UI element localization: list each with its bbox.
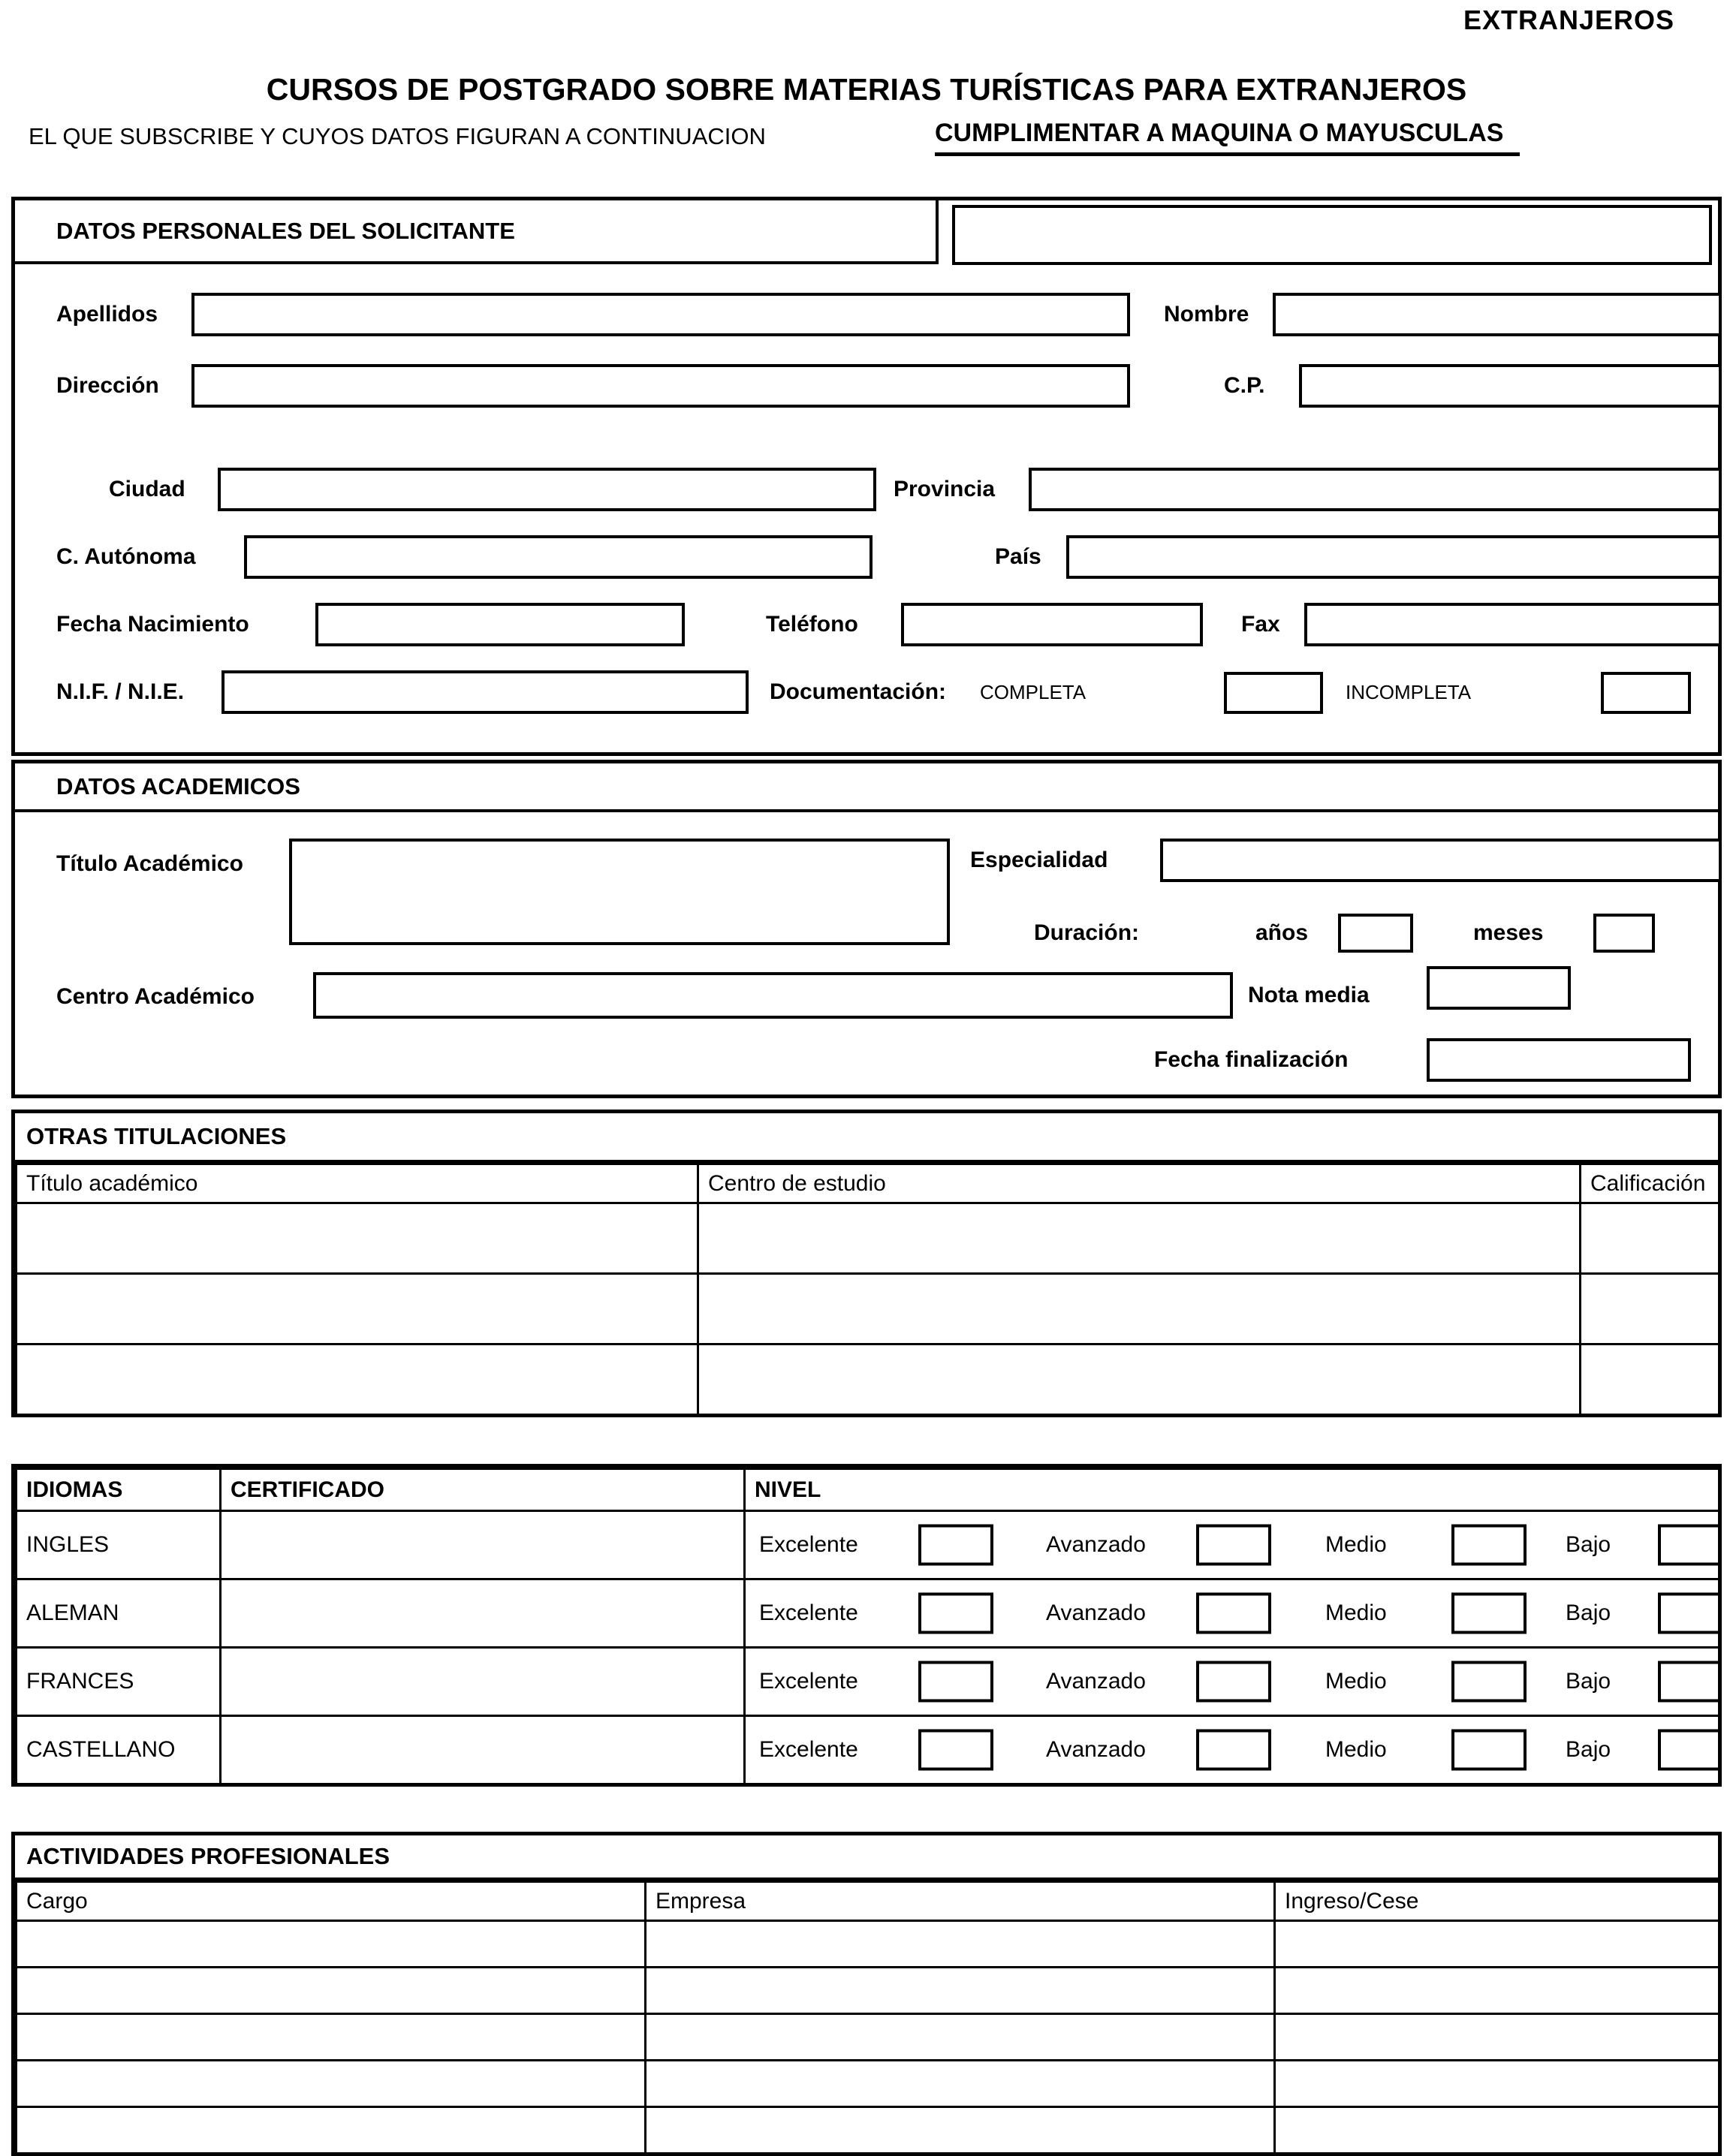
otras-header-centro: Centro de estudio (698, 1164, 1581, 1203)
otras-header-titulo: Título académico (17, 1164, 698, 1203)
label-especialidad: Especialidad (970, 848, 1108, 872)
level-label-bajo: Bajo (1566, 1669, 1611, 1694)
level-label-bajo: Bajo (1566, 1737, 1611, 1762)
section-title-actividades: ACTIVIDADES PROFESIONALES (15, 1835, 1718, 1880)
level-label-avanzado: Avanzado (1046, 1600, 1146, 1625)
language-label-castellano: CASTELLANO (17, 1716, 221, 1784)
label-centro-academico: Centro Académico (56, 984, 255, 1009)
otras-row2-calificacion-cell[interactable] (1581, 1274, 1719, 1344)
input-direccion[interactable] (191, 364, 1130, 408)
otras-row2-centro-cell[interactable] (698, 1274, 1581, 1344)
certificado-cell-aleman[interactable] (221, 1579, 745, 1648)
level-label-excelente: Excelente (759, 1669, 858, 1694)
label-incompleta: INCOMPLETA (1346, 681, 1472, 703)
level-label-medio: Medio (1325, 1669, 1387, 1694)
otras-row1-centro-cell[interactable] (698, 1203, 1581, 1274)
checkbox-aleman-bajo[interactable] (1658, 1593, 1719, 1634)
input-fecha-nacimiento[interactable] (315, 603, 685, 646)
nivel-cell-aleman (745, 1579, 1719, 1648)
actividades-header-ingreso: Ingreso/Cese (1275, 1882, 1719, 1921)
otras-row2-titulo-cell[interactable] (17, 1274, 698, 1344)
idiomas-header-nivel: NIVEL (745, 1469, 1719, 1511)
language-label-frances: FRANCES (17, 1648, 221, 1716)
actividades-row (17, 2061, 1719, 2107)
nivel-cell-ingles (745, 1511, 1719, 1579)
idiomas-row-ingles (17, 1511, 1719, 1579)
section-title-datos-personales: DATOS PERSONALES DEL SOLICITANTE (15, 200, 939, 264)
label-apellidos: Apellidos (56, 302, 158, 327)
checkbox-documentacion-completa[interactable] (1224, 672, 1323, 714)
label-completa: COMPLETA (980, 681, 1087, 703)
subtitle-right: CUMPLIMENTAR A MAQUINA O MAYUSCULAS (935, 119, 1520, 156)
input-duracion-anios[interactable] (1338, 914, 1413, 953)
otras-row3-titulo-cell[interactable] (17, 1344, 698, 1415)
actividades-row5-empresa-cell[interactable] (646, 2107, 1275, 2154)
otras-row3-calificacion-cell[interactable] (1581, 1344, 1719, 1415)
actividades-row4-ingreso-cell[interactable] (1275, 2061, 1719, 2107)
otras-row1-calificacion-cell[interactable] (1581, 1203, 1719, 1274)
input-fax[interactable] (1304, 603, 1722, 646)
checkbox-frances-bajo[interactable] (1658, 1661, 1719, 1703)
actividades-row2-ingreso-cell[interactable] (1275, 1968, 1719, 2014)
section-actividades-profesionales (11, 1832, 1722, 2156)
actividades-row3-cargo-cell[interactable] (17, 2014, 646, 2061)
actividades-row5-cargo-cell[interactable] (17, 2107, 646, 2154)
checkbox-frances-excelente[interactable] (918, 1661, 993, 1703)
otras-row (17, 1344, 1719, 1415)
language-label-ingles: INGLES (17, 1511, 221, 1579)
idiomas-header-certificado: CERTIFICADO (221, 1469, 745, 1511)
level-label-bajo: Bajo (1566, 1600, 1611, 1625)
input-titulo-academico[interactable] (289, 839, 950, 945)
input-cp[interactable] (1299, 364, 1722, 408)
label-nombre: Nombre (1164, 302, 1249, 327)
label-nota-media: Nota media (1248, 983, 1370, 1007)
section-datos-personales (11, 197, 1722, 756)
otras-row (17, 1274, 1719, 1344)
checkbox-aleman-medio[interactable] (1451, 1593, 1527, 1634)
checkbox-ingles-avanzado[interactable] (1196, 1525, 1271, 1566)
label-telefono: Teléfono (766, 612, 858, 637)
label-pais: País (995, 544, 1041, 569)
otras-row (17, 1203, 1719, 1274)
actividades-row (17, 1921, 1719, 1968)
input-nombre[interactable] (1273, 293, 1722, 336)
actividades-row5-ingreso-cell[interactable] (1275, 2107, 1719, 2154)
input-centro-academico[interactable] (313, 972, 1233, 1019)
label-ciudad: Ciudad (109, 477, 185, 501)
office-use-box[interactable] (952, 205, 1712, 265)
checkbox-aleman-excelente[interactable] (918, 1593, 993, 1634)
input-pais[interactable] (1066, 535, 1722, 579)
section-idiomas (11, 1464, 1722, 1787)
input-especialidad[interactable] (1160, 839, 1722, 882)
otras-row3-centro-cell[interactable] (698, 1344, 1581, 1415)
level-label-avanzado: Avanzado (1046, 1669, 1146, 1694)
actividades-row3-empresa-cell[interactable] (646, 2014, 1275, 2061)
level-label-bajo: Bajo (1566, 1532, 1611, 1557)
label-anios: años (1255, 920, 1309, 945)
label-c-autonoma: C. Autónoma (56, 544, 196, 569)
section-datos-academicos (11, 760, 1722, 1098)
label-nif-nie: N.I.F. / N.I.E. (56, 679, 185, 704)
idiomas-row-aleman (17, 1579, 1719, 1648)
actividades-row1-cargo-cell[interactable] (17, 1921, 646, 1968)
actividades-row1-empresa-cell[interactable] (646, 1921, 1275, 1968)
nivel-cell-frances (745, 1648, 1719, 1716)
label-direccion: Dirección (56, 373, 159, 398)
level-label-avanzado: Avanzado (1046, 1532, 1146, 1557)
otras-titulaciones-table (15, 1163, 1720, 1416)
level-label-medio: Medio (1325, 1532, 1387, 1557)
input-apellidos[interactable] (191, 293, 1130, 336)
actividades-row2-cargo-cell[interactable] (17, 1968, 646, 2014)
actividades-table (15, 1880, 1720, 2154)
checkbox-castellano-medio[interactable] (1451, 1730, 1527, 1771)
label-fecha-nacimiento: Fecha Nacimiento (56, 612, 249, 637)
actividades-row4-cargo-cell[interactable] (17, 2061, 646, 2107)
section-otras-titulaciones (11, 1110, 1722, 1417)
actividades-row (17, 2107, 1719, 2154)
input-provincia[interactable] (1029, 468, 1722, 511)
section-title-datos-academicos: DATOS ACADEMICOS (15, 763, 1718, 812)
form-title: CURSOS DE POSTGRADO SOBRE MATERIAS TURÍSTICAS PARA EXTRANJEROS (266, 72, 1467, 107)
idiomas-header-idiomas: IDIOMAS (17, 1469, 221, 1511)
label-meses: meses (1473, 920, 1544, 945)
checkbox-documentacion-incompleta[interactable] (1601, 672, 1691, 714)
label-fecha-finalizacion: Fecha finalización (1154, 1047, 1349, 1072)
corner-label: EXTRANJEROS (1463, 5, 1674, 35)
label-cp: C.P. (1224, 373, 1265, 398)
input-nota-media[interactable] (1427, 966, 1571, 1010)
input-fecha-finalizacion[interactable] (1427, 1038, 1691, 1082)
actividades-row2-empresa-cell[interactable] (646, 1968, 1275, 2014)
input-c-autonoma[interactable] (244, 535, 873, 579)
checkbox-aleman-avanzado[interactable] (1196, 1593, 1271, 1634)
checkbox-frances-medio[interactable] (1451, 1661, 1527, 1703)
checkbox-castellano-excelente[interactable] (918, 1730, 993, 1771)
subtitle-left: EL QUE SUBSCRIBE Y CUYOS DATOS FIGURAN A CONTINUACION (29, 123, 766, 149)
actividades-header-empresa: Empresa (646, 1882, 1275, 1921)
level-label-excelente: Excelente (759, 1737, 858, 1762)
nivel-cell-castellano (745, 1716, 1719, 1784)
certificado-cell-frances[interactable] (221, 1648, 745, 1716)
otras-row1-titulo-cell[interactable] (17, 1203, 698, 1274)
idiomas-row-castellano (17, 1716, 1719, 1784)
label-provincia: Provincia (894, 477, 996, 501)
otras-header-calificacion: Calificación (1581, 1164, 1719, 1203)
input-ciudad[interactable] (218, 468, 876, 511)
checkbox-castellano-bajo[interactable] (1658, 1730, 1719, 1771)
level-label-excelente: Excelente (759, 1600, 858, 1625)
label-fax: Fax (1241, 612, 1280, 637)
checkbox-castellano-avanzado[interactable] (1196, 1730, 1271, 1771)
input-duracion-meses[interactable] (1593, 914, 1655, 953)
level-label-excelente: Excelente (759, 1532, 858, 1557)
idiomas-row-frances (17, 1648, 1719, 1716)
section-title-otras-titulaciones: OTRAS TITULACIONES (15, 1113, 1718, 1163)
actividades-header-cargo: Cargo (17, 1882, 646, 1921)
checkbox-frances-avanzado[interactable] (1196, 1661, 1271, 1703)
label-duracion: Duración: (1034, 920, 1140, 945)
language-label-aleman: ALEMAN (17, 1579, 221, 1648)
actividades-row3-ingreso-cell[interactable] (1275, 2014, 1719, 2061)
checkbox-ingles-medio[interactable] (1451, 1525, 1527, 1566)
input-nif-nie[interactable] (222, 670, 749, 714)
actividades-row (17, 2014, 1719, 2061)
level-label-medio: Medio (1325, 1737, 1387, 1762)
certificado-cell-castellano[interactable] (221, 1716, 745, 1784)
input-telefono[interactable] (901, 603, 1203, 646)
label-documentacion: Documentación: (770, 679, 947, 704)
checkbox-ingles-excelente[interactable] (918, 1525, 993, 1566)
actividades-row4-empresa-cell[interactable] (646, 2061, 1275, 2107)
certificado-cell-ingles[interactable] (221, 1511, 745, 1579)
actividades-row (17, 1968, 1719, 2014)
level-label-avanzado: Avanzado (1046, 1737, 1146, 1762)
actividades-row1-ingreso-cell[interactable] (1275, 1921, 1719, 1968)
idiomas-table (15, 1468, 1720, 1785)
checkbox-ingles-bajo[interactable] (1658, 1525, 1719, 1566)
label-titulo-academico: Título Académico (56, 851, 243, 876)
level-label-medio: Medio (1325, 1600, 1387, 1625)
